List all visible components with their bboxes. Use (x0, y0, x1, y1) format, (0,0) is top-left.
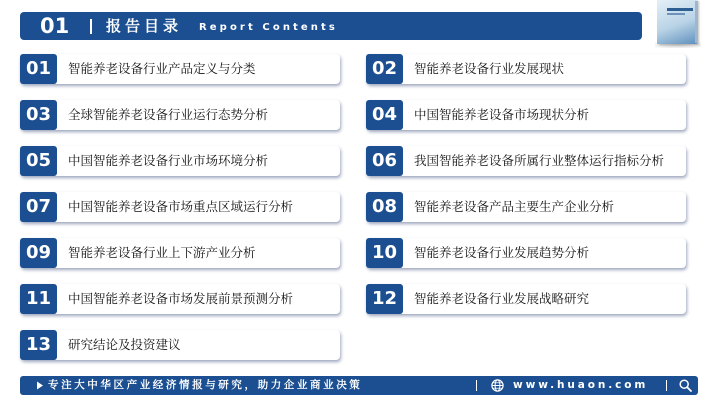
toc-item[interactable] (366, 146, 686, 176)
footer-slogan: 专注大中华区产业经济情报与研究，助力企业商业决策 (48, 379, 363, 391)
toc-item[interactable] (366, 284, 686, 314)
header-divider (90, 19, 92, 34)
toc-item-label: 研究结论及投资建议 (68, 337, 181, 352)
toc-item-number: 08 (366, 192, 403, 222)
toc-item-number: 01 (20, 54, 57, 84)
toc-item-label: 全球智能养老设备行业运行态势分析 (68, 107, 269, 122)
section-title: 报告目录 (106, 17, 183, 35)
toc-item-number: 11 (20, 284, 57, 314)
toc-item[interactable] (366, 100, 686, 130)
toc-item-number: 13 (20, 330, 57, 360)
footer-divider (666, 380, 667, 391)
toc-item[interactable] (366, 192, 686, 222)
toc-item[interactable] (20, 100, 340, 130)
toc-item-label: 中国智能养老设备市场现状分析 (414, 107, 590, 122)
book-spine (695, 1, 698, 43)
search-icon[interactable] (679, 379, 692, 392)
toc-item-label: 智能养老设备行业上下游产业分析 (68, 245, 256, 260)
toc-item[interactable] (20, 330, 340, 360)
toc-item-label: 中国智能养老设备市场重点区域运行分析 (68, 199, 294, 214)
toc-item-number: 06 (366, 146, 403, 176)
toc-item-number: 09 (20, 238, 57, 268)
toc-item-number: 05 (20, 146, 57, 176)
toc-item-number: 03 (20, 100, 57, 130)
footer-divider (476, 380, 477, 391)
book-cover (657, 0, 697, 44)
toc-item[interactable] (366, 54, 686, 84)
toc-item-label: 智能养老设备行业产品定义与分类 (68, 61, 256, 76)
toc-item-label: 我国智能养老设备所属行业整体运行指标分析 (414, 153, 665, 168)
toc-item[interactable] (20, 192, 340, 222)
toc-item-number: 12 (366, 284, 403, 314)
section-subtitle: Report Contents (199, 22, 338, 33)
toc-item[interactable] (20, 238, 340, 268)
report-book-icon (651, 0, 703, 49)
toc-item[interactable] (20, 146, 340, 176)
toc-item-label: 智能养老设备行业发展现状 (414, 61, 565, 76)
toc-item-number: 10 (366, 238, 403, 268)
toc-item-label: 中国智能养老设备市场发展前景预测分析 (68, 291, 294, 306)
footer-bar (20, 376, 698, 395)
toc-item-label: 中国智能养老设备行业市场环境分析 (68, 153, 269, 168)
toc-item-label: 智能养老设备行业发展战略研究 (414, 291, 590, 306)
book-cover-band (667, 8, 693, 11)
section-number: 01 (40, 14, 70, 38)
book-cover-band-secondary (667, 13, 685, 15)
toc-item[interactable] (20, 54, 340, 84)
globe-icon (491, 379, 504, 392)
toc-item[interactable] (20, 284, 340, 314)
section-header (20, 12, 642, 40)
toc-item[interactable] (366, 238, 686, 268)
toc-item-label: 智能养老设备行业发展趋势分析 (414, 245, 590, 260)
toc-item-number: 07 (20, 192, 57, 222)
toc-item-label: 智能养老设备产品主要生产企业分析 (414, 199, 615, 214)
toc-item-number: 02 (366, 54, 403, 84)
footer-url-link[interactable]: www.huaon.com (513, 379, 649, 391)
chevron-right-icon (36, 381, 44, 390)
toc-item-number: 04 (366, 100, 403, 130)
